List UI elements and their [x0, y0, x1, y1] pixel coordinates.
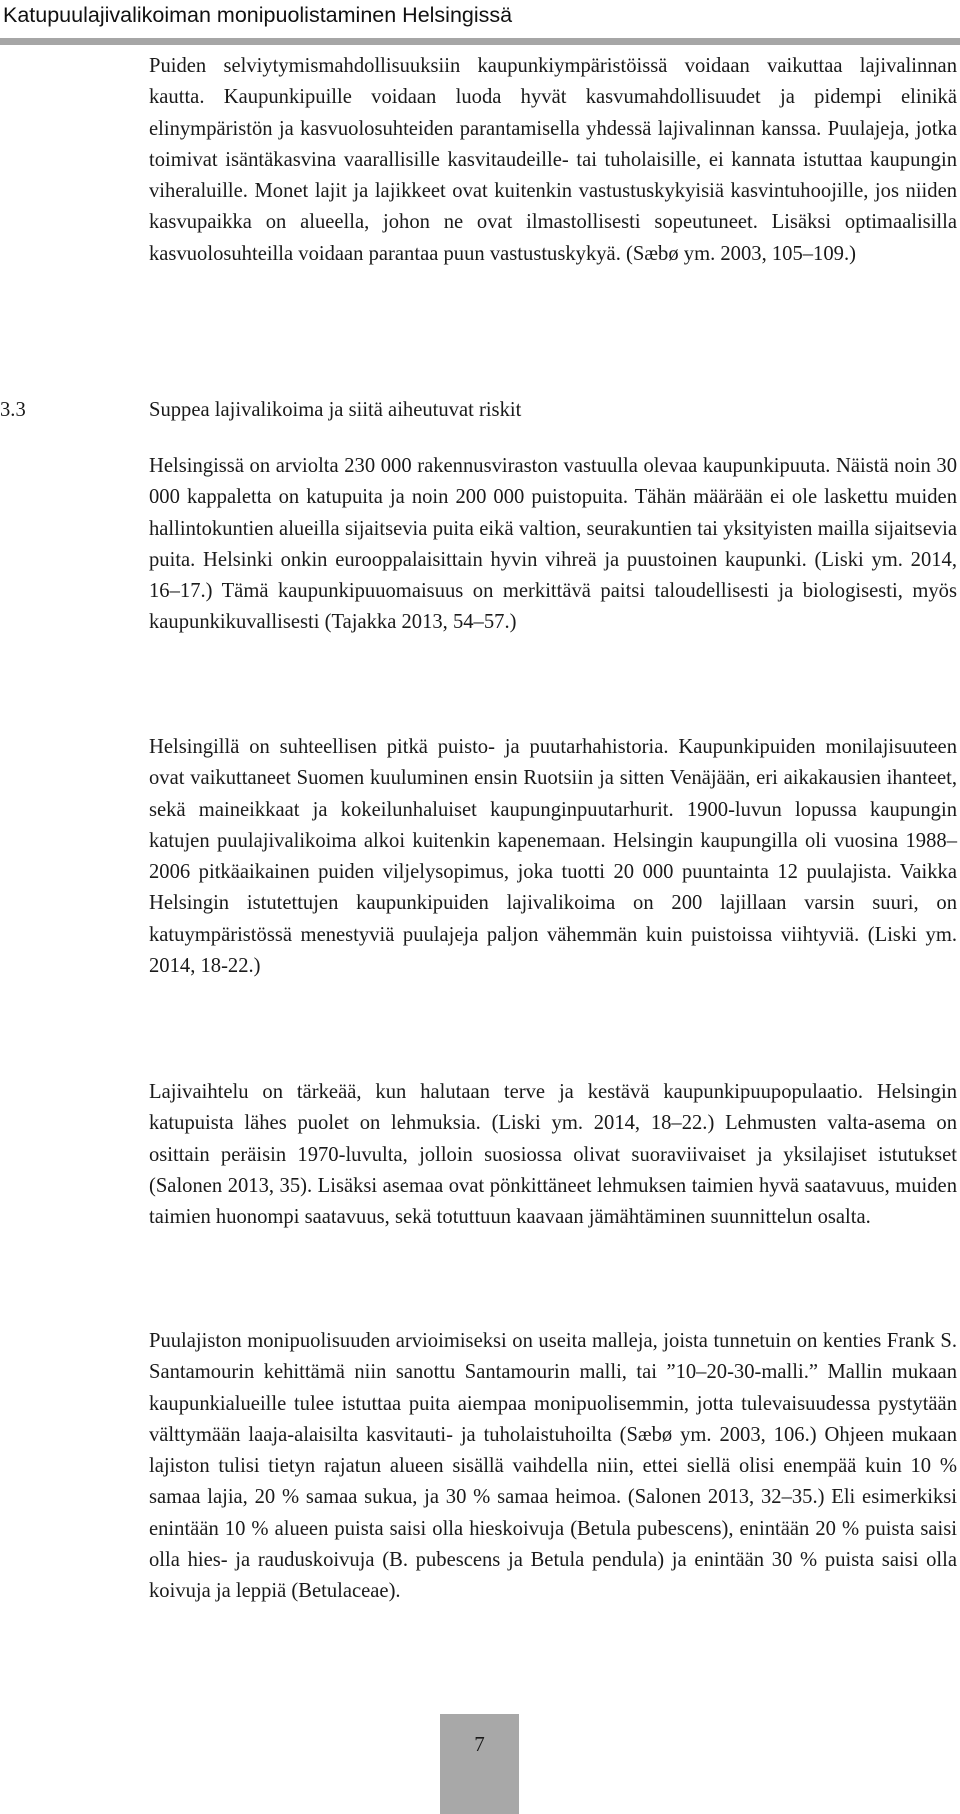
running-header — [0, 0, 960, 45]
page-number: 7 — [474, 1732, 485, 1756]
paragraph-santamouri-malli: Puulajiston monipuolisuuden arvioimiseksi on useita malleja, joista tunnetuin on kenties Frank S. Santamourin kehittämä niin sanottu Santamourin malli, tai ”10–20-30-malli.” Mallin mukaan kaupunkialueille tulee istuttaa puita aiempaa monipuolisemmin, jotta tulevaisuudessa pystytään välttymään laaja-alaisilta kasvitauti- ja tuholaistuhoilta (Sæbø ym. 2003, 106.) Ohjeen mukaan lajiston tulisi tietyn rajatun alueen sisällä vaihdella niin, ettei siellä olisi enempää kuin 10 % samaa lajia, 20 % samaa sukua, ja 30 % samaa heimoa. (Salonen 2013, 32–35.) Eli esimerkiksi enintään 10 % alueen puista saisi olla hieskoivuja (Betula pubescens), enintään 20 % puista saisi olla hies- ja rauduskoivuja (B. pubescens ja Betula pendula) ja enintään 30 % puista saisi olla koivuja ja leppiä (Betulaceae). — [149, 1330, 957, 1603]
paragraph-puistohistoria: Helsingillä on suhteellisen pitkä puisto- ja puutarhahistoria. Kaupunkipuiden monilajisuuteen ovat vaikuttaneet Suomen kuuluminen ensin Ruotsiin ja sitten Venäjään, eri aikakausien ihanteet, sekä maineikkaat ja kokeilunhaluiset kaupunginpuutarhurit. 1900-luvun lopussa kaupungin katujen puulajivalikoima alkoi kuitenkin kapenemaan. Helsingin kaupungilla oli vuosina 1988–2006 pitkäaikainen puiden viljelysopimus, joka tuotti 20 000 puuntainta 12 puulajista. Vaikka Helsingin istutettujen kaupunkipuiden lajivalikoima on 200 lajillaan varsin suuri, on katuympäristössä menestyviä puulajeja paljon vähemmän kuin puistoissa viihtyviä. (Liski ym. 2014, 18-22.) — [149, 736, 957, 978]
paragraph-helsinki-puumaara: Helsingissä on arviolta 230 000 rakennusviraston vastuulla olevaa kaupunkipuuta. Näistä noin 30 000 kappaletta on katupuita ja noin 200 000 puistopuita. Tähän määrään ei ole laskettu muiden hallintokuntien alueilla sijaitsevia puita eikä valtion, seurakuntien tai yksityisten mailla sijaitsevia puita. Helsinki onkin eurooppalaisittain hyvin vihreä ja puustoinen kaupunki. (Liski ym. 2014, 16–17.) Tämä kaupunkipuuomaisuus on merkittävä paitsi taloudellisesti ja biologisesti, myös kaupunkikuvallisesti (Tajakka 2013, 54–57.) — [149, 455, 957, 634]
document-title: Katupuulajivalikoiman monipuolistaminen Helsingissä — [3, 3, 513, 27]
paragraph-lajivalinta: Puiden selviytymismahdollisuuksiin kaupunkiympäristöissä voidaan vaikuttaa lajivalinnan kautta. Kaupunkipuille voidaan luoda hyvät kasvumahdollisuudet ja pidempi elinikä elinympäristön ja kasvuolosuhteiden parantamisella yhdessä lajivalinnan kanssa. Puulajeja, jotka toimivat isäntäkasvina vaarallisille kasvitaudeille- tai tuholaisille, ei kannata istuttaa kaupungin viheraluille. Monet lajit ja lajikkeet ovat kuitenkin vastustuskykyisiä kasvintuhoojille, jos niiden kasvupaikka on alueella, johon ne ovat ilmastollisesti sopeutuneet. Lisäksi optimaalisilla kasvuolosuhteilla voidaan parantaa puun vastustuskykyä. (Sæbø ym. 2003, 105–109.) — [149, 55, 957, 265]
section-number: 3.3 — [0, 399, 26, 421]
paragraph-lajivaihtelu: Lajivaihtelu on tärkeää, kun halutaan terve ja kestävä kaupunkipuupopulaatio. Helsingin katupuista lähes puolet on lehmuksia. (Liski ym. 2014, 18–22.) Lehmusten valta-asema on osittain peräisin 1970-luvulta, jolloin suosiossa olivat suoraviivaiset ja yksilajiset istutukset (Salonen 2013, 35). Lisäksi asemaa ovat pönkittäneet lehmuksen taimien hyvä saatavuus, muiden taimien huonompi saatavuus, sekä totuttuun kaavaan jämähtäminen suunnittelun osalta. — [149, 1081, 957, 1229]
section-title: Suppea lajivalikoima ja siitä aiheutuvat riskit — [149, 399, 522, 421]
page-number-box — [440, 1714, 519, 1814]
